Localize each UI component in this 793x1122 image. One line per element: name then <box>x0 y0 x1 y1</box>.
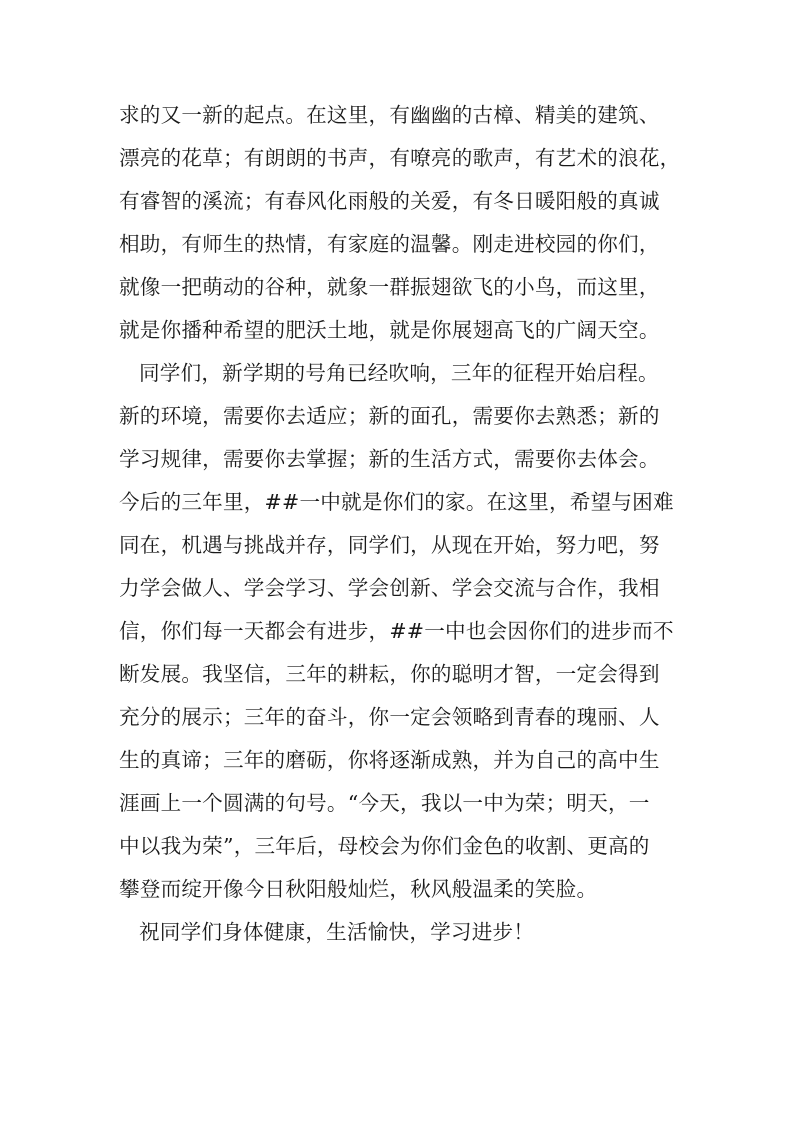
text-line: 漂亮的花草；有朗朗的书声，有嘹亮的歌声，有艺术的浪花， <box>119 146 681 170</box>
text-line: 有睿智的溪流；有春风化雨般的关爱，有冬日暖阳般的真诚 <box>119 189 660 213</box>
text-line: 信，你们每一天都会有进步，##一中也会因你们的进步而不 <box>119 619 674 643</box>
text-line: 涯画上一个圆满的句号。“今天，我以一中为荣；明天，一 <box>119 791 650 815</box>
text-line: 攀登而绽开像今日秋阳般灿烂，秋风般温柔的笑脸。 <box>119 877 598 901</box>
text-line: 学习规律，需要你去掌握；新的生活方式，需要你去体会。 <box>119 447 660 471</box>
text-line: 生的真谛；三年的磨砺，你将逐渐成熟，并为自己的高中生 <box>119 748 660 772</box>
closing-line: 祝同学们身体健康，生活愉快，学习进步！ <box>139 920 535 944</box>
text-line: 求的又一新的起点。在这里，有幽幽的古樟、精美的建筑、 <box>119 103 660 127</box>
paragraph-start-line: 同学们，新学期的号角已经吹响，三年的征程开始启程。 <box>139 361 659 385</box>
text-line: 断发展。我坚信，三年的耕耘，你的聪明才智，一定会得到 <box>119 662 660 686</box>
text-line: 同在，机遇与挑战并存，同学们，从现在开始，努力吧，努 <box>119 533 660 557</box>
text-line: 就像一把萌动的谷种，就象一群振翅欲飞的小鸟，而这里， <box>119 275 660 299</box>
document-body <box>119 94 679 954</box>
text-line: 中以我为荣”，三年后，母校会为你们金色的收割、更高的 <box>119 834 650 858</box>
text-line: 就是你播种希望的肥沃土地，就是你展翅高飞的广阔天空。 <box>119 318 660 342</box>
text-line: 力学会做人、学会学习、学会创新、学会交流与合作，我相 <box>119 576 660 600</box>
text-line: 充分的展示；三年的奋斗，你一定会领略到青春的瑰丽、人 <box>119 705 660 729</box>
text-line: 今后的三年里，##一中就是你们的家。在这里，希望与困难 <box>119 490 674 514</box>
text-line: 新的环境，需要你去适应；新的面孔，需要你去熟悉；新的 <box>119 404 660 428</box>
text-line: 相助，有师生的热情，有家庭的温馨。刚走进校园的你们， <box>119 232 660 256</box>
